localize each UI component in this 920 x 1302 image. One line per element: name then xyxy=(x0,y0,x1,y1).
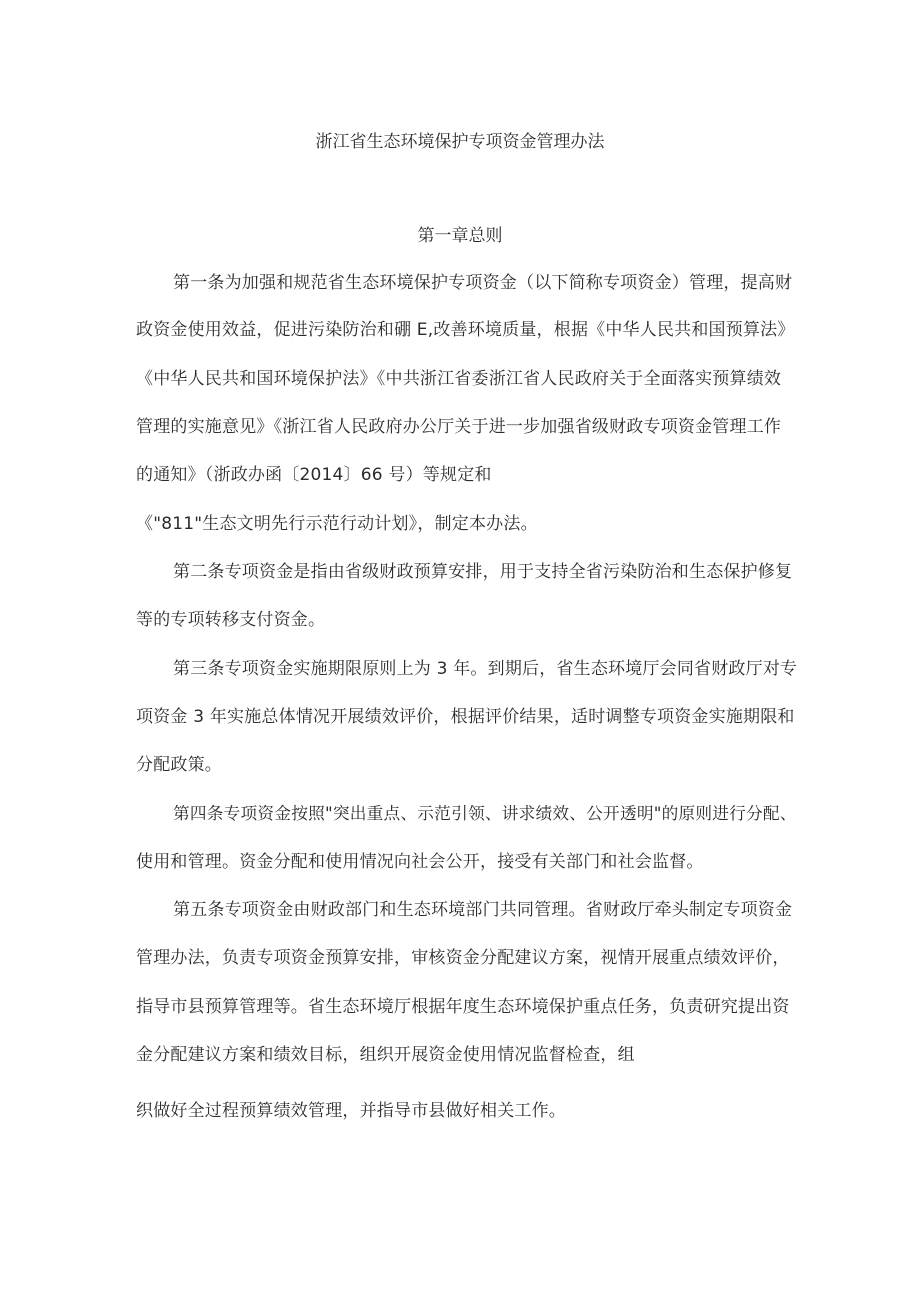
article-5-line-2: 管理办法，负责专项资金预算安排，审核资金分配建议方案，视情开展重点绩效评价， xyxy=(136,948,790,968)
article-5-line-5: 织做好全过程预算绩效管理，并指导市县做好相关工作。 xyxy=(136,1101,566,1121)
article-3-line-1: 第三条专项资金实施期限原则上为 3 年。到期后，省生态环境厅会同省财政厅对专 xyxy=(173,659,798,679)
article-4-line-1: 第四条专项资金按照"突出重点、示范引领、讲求绩效、公开透明"的原则进行分配、 xyxy=(173,803,797,823)
article-2-line-1: 第二条专项资金是指由省级财政预算安排，用于支持全省污染防治和生态保护修复 xyxy=(173,562,793,582)
article-5-line-1: 第五条专项资金由财政部门和生态环境部门共同管理。省财政厅牵头制定专项资金 xyxy=(173,900,793,920)
article-1-line-5: 的通知》（浙政办函〔2014〕66 号）等规定和 xyxy=(136,465,492,485)
article-1-line-2: 政资金使用效益，促进污染防治和硼 E,改善环境质量，根据《中华人民共和国预算法》 xyxy=(136,320,795,340)
article-2-line-2: 等的专项转移支付资金。 xyxy=(136,610,326,630)
article-1-line-1: 第一条为加强和规范省生态环境保护专项资金（以下简称专项资金）管理，提高财 xyxy=(173,273,793,293)
article-3-line-3: 分配政策。 xyxy=(136,755,222,775)
article-5-line-3: 指导市县预算管理等。省生态环境厅根据年度生态环境保护重点任务，负责研究提出资 xyxy=(136,997,790,1017)
article-1-line-3: 《中华人民共和国环境保护法》《中共浙江省委浙江省人民政府关于全面落实预算绩效 xyxy=(136,369,782,389)
chapter-heading: 第一章总则 xyxy=(417,226,503,246)
article-5-line-4: 金分配建议方案和绩效目标，组织开展资金使用情况监督检查，组 xyxy=(136,1045,635,1065)
article-4-line-2: 使用和管理。资金分配和使用情况向社会公开，接受有关部门和社会监督。 xyxy=(136,852,704,872)
article-3-line-2: 项资金 3 年实施总体情况开展绩效评价，根据评价结果，适时调整专项资金实施期限和 xyxy=(136,707,795,727)
document-title: 浙江省生态环境保护专项资金管理办法 xyxy=(315,132,605,152)
article-1-line-4: 管理的实施意见》《浙江省人民政府办公厅关于进一步加强省级财政专项资金管理工作 xyxy=(136,417,782,437)
article-1-line-6: 《"811"生态文明先行示范行动计划》，制定本办法。 xyxy=(136,514,538,534)
